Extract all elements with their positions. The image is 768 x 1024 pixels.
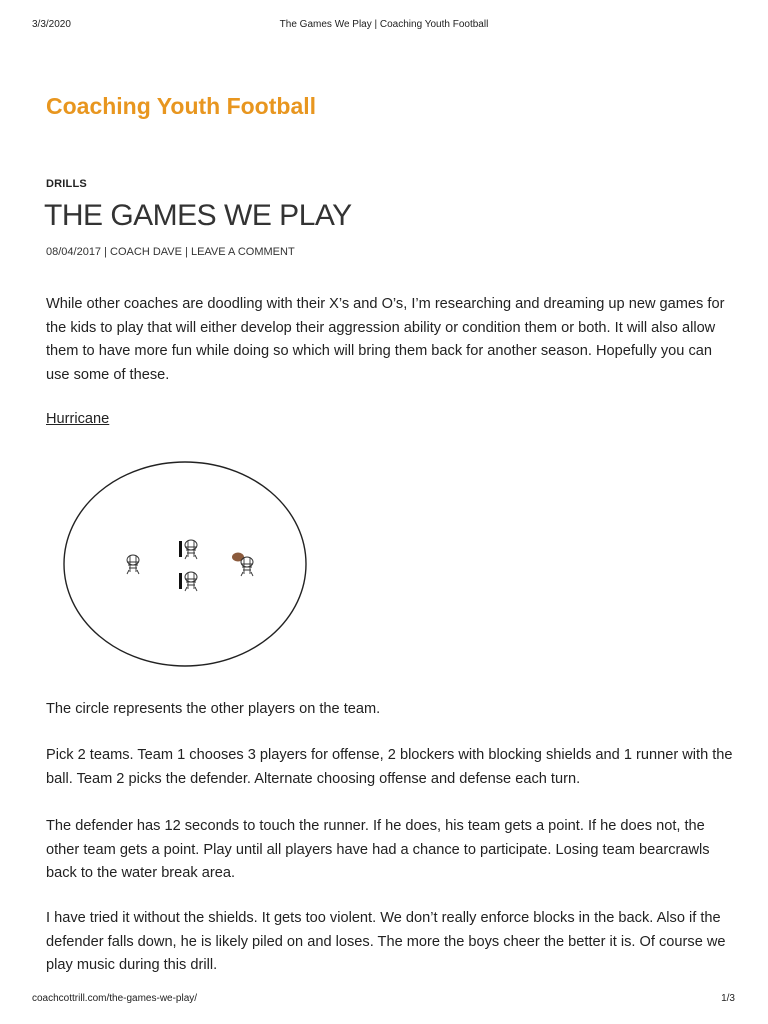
post-category-link[interactable]: DRILLS — [46, 178, 87, 190]
player-circle — [64, 462, 306, 666]
meta-separator: | — [101, 246, 111, 258]
post-meta — [46, 246, 295, 258]
section-heading: Hurricane — [46, 411, 110, 427]
defender-player-icon — [127, 555, 139, 574]
leave-comment-link[interactable]: LEAVE A COMMENT — [190, 246, 295, 258]
post-date-link[interactable]: 08/04/2017 — [46, 246, 102, 258]
body-paragraph: I have tried it without the shields. It gets too violent. We don’t really enforce blocks in the back. Also if the defender falls down, he is likely piled on and loses. The more the boys cheer the better it is. Of course we play music during this drill. — [46, 910, 726, 974]
body-paragraph: The circle represents the other players on the team. — [46, 701, 381, 717]
intro-paragraph: While other coaches are doodling with their X’s and O’s, I’m researching and dreaming up new games for the kids to play that will either develop their aggression ability or condition them or both. It will also allow them to have more fun while doing so which will bring them back for another season. Hopefully you can use some of these. — [46, 296, 725, 383]
meta-separator: | — [181, 246, 191, 258]
football-icon — [232, 553, 244, 562]
body-paragraph: Pick 2 teams. Team 1 chooses 3 players for offense, 2 blockers with blocking shields and 1 runner with the ball. Team 2 picks the defender. Alternate choosing offense and defense each turn. — [46, 747, 733, 787]
post-author-link[interactable]: COACH DAVE — [110, 246, 182, 258]
print-page-number: 1/3 — [721, 993, 735, 1004]
runner-player-icon — [232, 553, 253, 577]
blocker-player-icon — [179, 572, 197, 591]
body-paragraph: The defender has 12 seconds to touch the runner. If he does, his team gets a point. If he does not, the other team gets a point. Play until all players have had a chance to participate. Losing team bearcrawls back to the water break area. — [46, 818, 710, 882]
post-title: THE GAMES WE PLAY — [44, 199, 352, 232]
site-title-link[interactable]: Coaching Youth Football — [46, 93, 317, 119]
print-date: 3/3/2020 — [32, 19, 71, 30]
print-url: coachcottrill.com/the-games-we-play/ — [32, 993, 198, 1004]
print-page-title: The Games We Play | Coaching Youth Football — [279, 19, 489, 30]
hurricane-diagram — [60, 458, 310, 670]
blocker-player-icon — [179, 540, 197, 559]
blocking-shield-icon — [179, 541, 182, 557]
blocking-shield-icon — [179, 573, 182, 589]
